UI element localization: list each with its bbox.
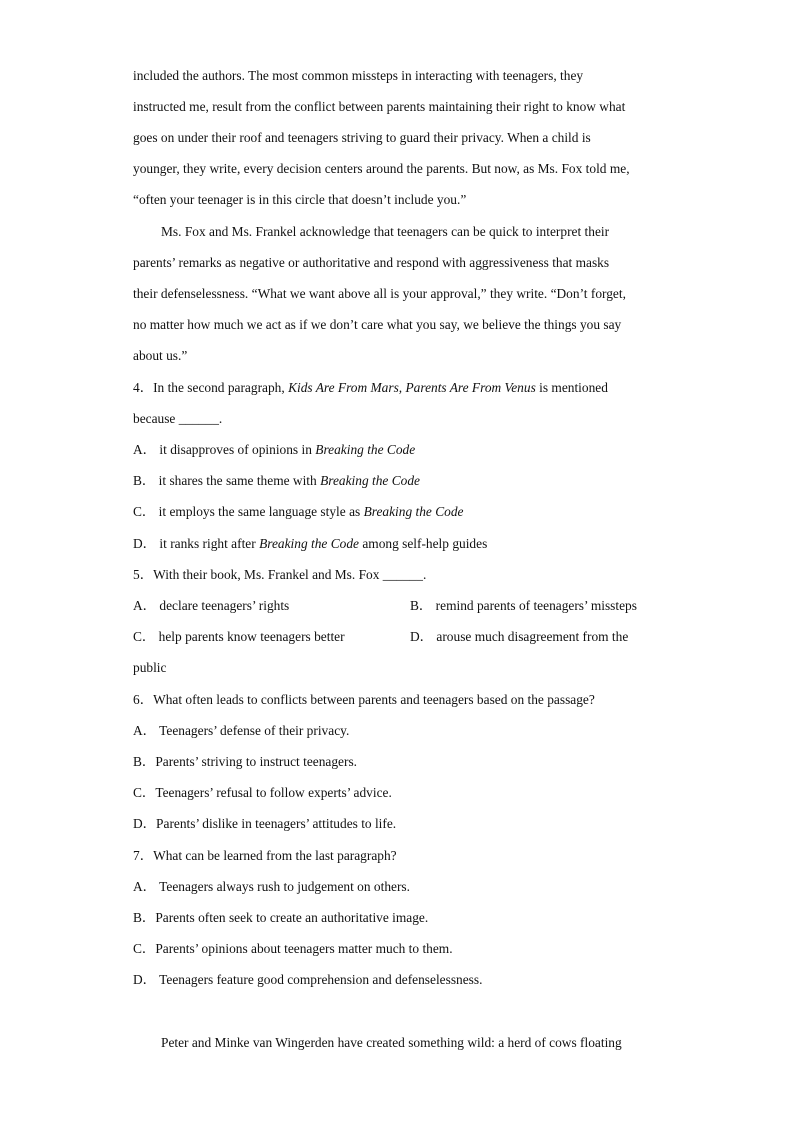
- option-text: A． it disapproves of opinions in: [133, 442, 316, 457]
- q4-book-title: Kids Are From Mars, Parents Are From Venus: [288, 380, 536, 395]
- q5-option-d: D． arouse much disagreement from the: [410, 629, 629, 644]
- q5-option-b: B． remind parents of teenagers’ missteps: [410, 598, 637, 613]
- option-text: B． it shares the same theme with: [133, 473, 321, 488]
- q5-option-d-cont: public: [133, 660, 167, 675]
- q4-option-b: [133, 472, 420, 490]
- passage-line: Ms. Fox and Ms. Frankel acknowledge that teenagers can be quick to interpret their: [161, 224, 610, 239]
- q4-option-d: [133, 535, 487, 553]
- passage-line: “often your teenager is in this circle that doesn’t include you.”: [133, 192, 467, 207]
- passage-line: goes on under their roof and teenagers striving to guard their privacy. When a child is: [133, 130, 591, 145]
- q4-stem-text: is mentioned: [535, 380, 608, 395]
- question-5-stem: 5．With their book, Ms. Frankel and Ms. Fox ______.: [133, 567, 427, 582]
- q6-option-d: D．Parents’ dislike in teenagers’ attitudes to life.: [133, 816, 397, 831]
- option-text: D． it ranks right after: [133, 536, 260, 551]
- q7-option-c: C．Parents’ opinions about teenagers matter much to them.: [133, 941, 453, 956]
- q5-option-a: A． declare teenagers’ rights: [133, 598, 290, 613]
- passage-line: about us.”: [133, 348, 188, 363]
- option-book-title: Breaking the Code: [320, 473, 420, 488]
- question-6-stem: 6．What often leads to conflicts between parents and teenagers based on the passage?: [133, 692, 595, 707]
- option-book-title: Breaking the Code: [363, 504, 464, 519]
- q7-option-b: B．Parents often seek to create an authoritative image.: [133, 910, 429, 925]
- question-4-stem: [133, 379, 608, 397]
- question-7-stem: 7．What can be learned from the last paragraph?: [133, 848, 397, 863]
- passage-line: younger, they write, every decision centers around the parents. But now, as Ms. Fox told me,: [133, 161, 630, 176]
- q5-option-c: C． help parents know teenagers better: [133, 629, 345, 644]
- passage-line: no matter how much we act as if we don’t care what you say, we believe the things you say: [133, 317, 622, 332]
- passage-line: instructed me, result from the conflict between parents maintaining their right to know what: [133, 99, 626, 114]
- q4-option-a: [133, 441, 415, 459]
- passage-line: parents’ remarks as negative or authoritative and respond with aggressiveness that masks: [133, 255, 610, 270]
- option-book-title: Breaking the Code: [315, 442, 416, 457]
- option-text: among self-help guides: [358, 536, 488, 551]
- q7-option-a: A． Teenagers always rush to judgement on others.: [133, 879, 410, 894]
- passage-line: included the authors. The most common missteps in interacting with teenagers, they: [133, 68, 584, 83]
- q7-option-d: D． Teenagers feature good comprehension and defenselessness.: [133, 972, 483, 987]
- q6-option-a: A． Teenagers’ defense of their privacy.: [133, 723, 350, 738]
- q4-stem-text: 4．In the second paragraph,: [133, 380, 289, 395]
- option-book-title: Breaking the Code: [259, 536, 359, 551]
- passage-2-line: Peter and Minke van Wingerden have created something wild: a herd of cows floating: [161, 1035, 622, 1050]
- q6-option-b: B．Parents’ striving to instruct teenagers.: [133, 754, 357, 769]
- passage-line: their defenselessness. “What we want above all is your approval,” they write. “Don’t forget,: [133, 286, 626, 301]
- question-4-stem-cont: because ______.: [133, 411, 223, 426]
- q6-option-c: C．Teenagers’ refusal to follow experts’ advice.: [133, 785, 392, 800]
- option-text: C． it employs the same language style as: [133, 504, 364, 519]
- q4-option-c: [133, 503, 464, 521]
